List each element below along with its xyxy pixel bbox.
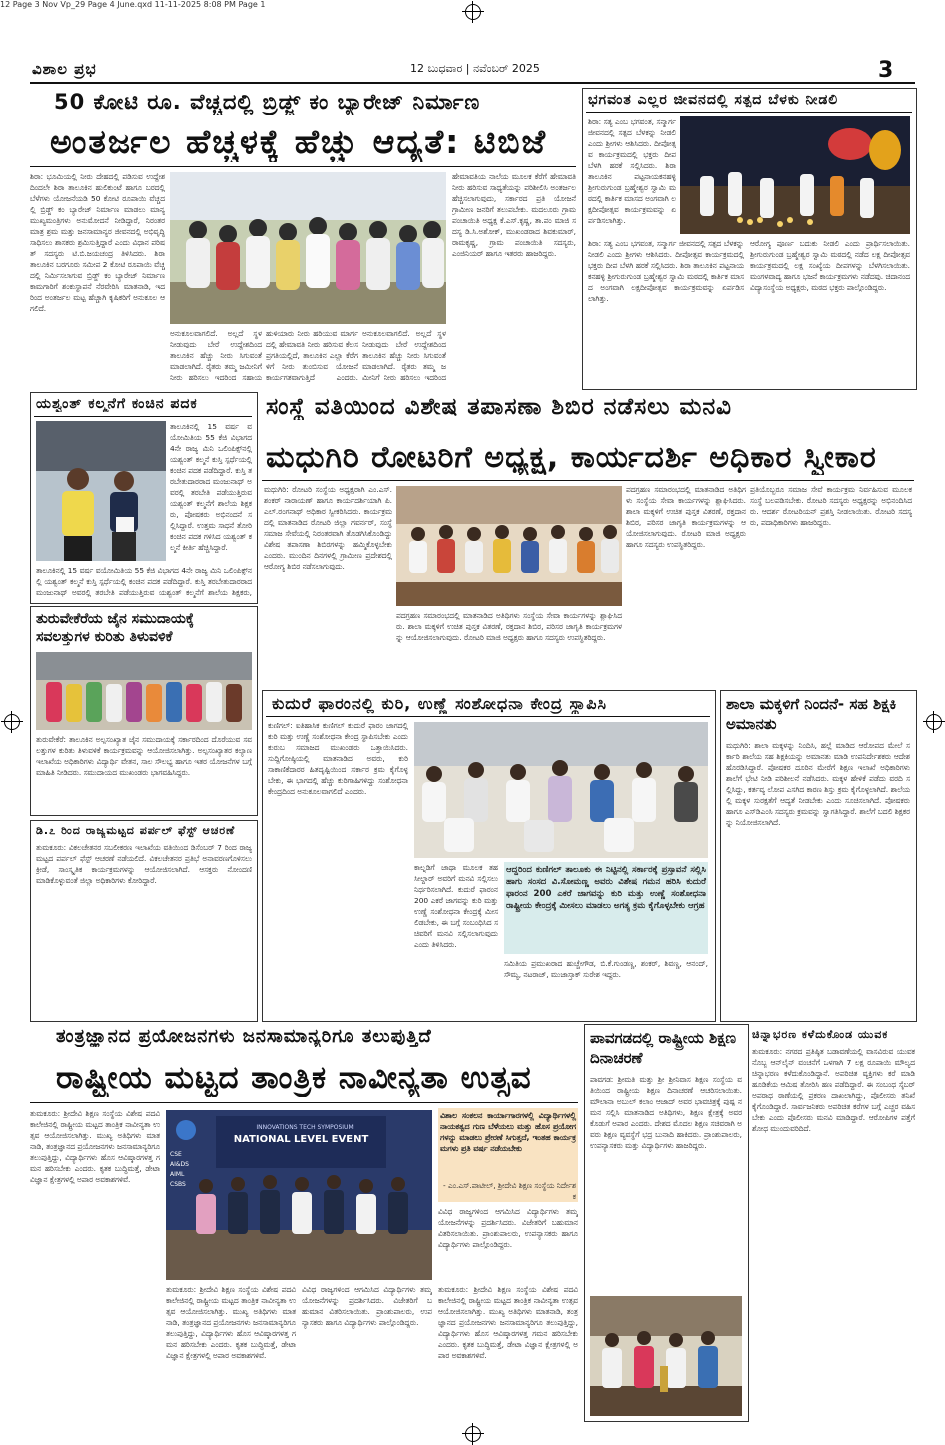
divider bbox=[34, 416, 252, 417]
story4-body-col3: ಪದಗ್ರಹಣ ಸಮಾರಂಭದಲ್ಲಿ ಮಾತನಾಡಿದ ಅತಿಥಿಗಳು ಸಂಸ್ಥೆಯ ಸೇವಾ ಕಾರ್ಯಗಳನ್ನು ಶ್ಲಾಘಿಸಿದರು. ಶಾಲಾ ಮಕ್ಕಳಿಗೆ ಉಚಿತ ಪುಸ್ತಕ ವಿತರಣೆ, ರಕ್ತದಾನ ಶಿಬಿರ, ಪರಿಸರ ಜಾಗೃತಿ ಕಾರ್ಯಕ್ರಮಗಳನ್ನು ಆಯೋಜಿಸಲಾಗುವುದು. ರೋಟರಿ ಮಾಜಿ ಅಧ್ಯಕ್ಷರು ಹಾಗೂ ಸದಸ್ಯರು ಉಪಸ್ಥಿತರಿದ್ದರು. bbox=[626, 485, 746, 549]
divider bbox=[30, 166, 576, 167]
divider bbox=[262, 480, 914, 481]
story1-body-col5: ಹೇಮಾವತಿಯ ನಾಲೆಯ ಮೂಲಕ ಕೆರೆಗೆ ಹೇಮಾವತಿ ನೀರು ಹರಿಸುವ ಸಾಧ್ಯತೆಯನ್ನು ಪರಿಶೀಲಿಸಿ ಅಂತರ್ಜಲ ಹೆಚ್ಚಿಸಲಾಗುವುದು, ಸರ್ಕಾರದ ಪ್ರತಿ ಯೋಜನೆ ಗ್ರಾಮೀಣ ಜನರಿಗೆ ತಲುಪಬೇಕು. ಮದಲೂರು ಗ್ರಾಮ ಪಂಚಾಯಿತಿ ಅಧ್ಯಕ್ಷ ಕೆ.ಎಸ್.ಕೃಷ್ಣ, ತಾ.ಪಂ ಮಾಜಿ ಸದಸ್ಯ ಡಿ.ಸಿ.ಅಶೋಕ್, ಮುಖಂಡರಾದ ಶಿವಕುಮಾರ್, ರಾಮಕೃಷ್ಣ, ಗ್ರಾಮ ಪಂಚಾಯಿತಿ ಸದಸ್ಯರು, ಎಂಜಿನಿಯರ್ ಹಾಗೂ ಇತರರು ಹಾಜರಿದ್ದರು. bbox=[452, 172, 576, 258]
story4-body-col1: ಮಧುಗಿರಿ: ರೋಟರಿ ಸಂಸ್ಥೆಯ ಅಧ್ಯಕ್ಷರಾಗಿ ಎಂ.ಎಸ್.ಶಂಕರ್ ನಾರಾಯಣ್ ಹಾಗೂ ಕಾರ್ಯದರ್ಶಿಯಾಗಿ ಪಿ.ಎಲ್.ರಂಗನಾಥ್ ಅಧಿಕಾರ ಸ್ವೀಕರಿಸಿದರು. ಕಾರ್ಯಕ್ರಮದಲ್ಲಿ ಮಾತನಾಡಿದ ರೋಟರಿ ಜಿಲ್ಲಾ ಗವರ್ನರ್, ಸಂಸ್ಥೆ ಸಮಾಜ ಸೇವೆಯಲ್ಲಿ ನಿರಂತರವಾಗಿ ತೊಡಗಿಸಿಕೊಂಡಿದ್ದು ವಿಶೇಷ ತಪಾಸಣಾ ಶಿಬಿರಗಳನ್ನು ಹಮ್ಮಿಕೊಳ್ಳಬೇಕು ಎಂದರು. ಮುಂದಿನ ದಿನಗಳಲ್ಲಿ ಗ್ರಾಮೀಣ ಪ್ರದೇಶದಲ್ಲಿ ಆರೋಗ್ಯ ಶಿಬಿರ ನಡೆಸಲಾಗುವುದು. bbox=[264, 485, 392, 571]
story6-body: ತುಮಕೂರು: ವಿಕಲಚೇತನರ ಸಬಲೀಕರಣ ಇಲಾಖೆಯ ವತಿಯಿಂದ ಡಿಸೆಂಬರ್ 7 ರಿಂದ ರಾಜ್ಯಮಟ್ಟದ ಪರ್ಪಲ್ ಫೆಸ್ಟ್ ಆಚರಣೆ ನಡೆಯಲಿದೆ. ವಿಕಲಚೇತನರ ಪ್ರತಿಭೆ ಅನಾವರಣಗೊಳಿಸಲು ಕ್ರೀಡೆ, ಸಾಂಸ್ಕೃತಿಕ ಕಾರ್ಯಕ್ರಮಗಳನ್ನು ಆಯೋಜಿಸಲಾಗಿದೆ. ಆಸಕ್ತರು ನೋಂದಣಿ ಮಾಡಿಕೊಳ್ಳುವಂತೆ ಜಿಲ್ಲಾ ಅಧಿಕಾರಿಗಳು ಕೋರಿದ್ದಾರೆ. bbox=[36, 843, 252, 885]
banner-title: NATIONAL LEVEL EVENT bbox=[233, 1134, 369, 1145]
story7-headline: ಕುದುರೆ ಫಾರಂನಲ್ಲಿ ಕುರಿ, ಉಣ್ಣೆ ಸಂಶೋಧನಾ ಕೇಂದ್ರ ಸ್ಥಾಪಿಸಿ bbox=[272, 694, 607, 713]
story1-headline: ಅಂತರ್ಜಲ ಹೆಚ್ಚಳಕ್ಕೆ ಹೆಚ್ಚು ಆದ್ಯತೆ: ಟಿಬಿಜೆ bbox=[50, 122, 548, 161]
story7-photo bbox=[414, 722, 708, 858]
story2-photo bbox=[680, 116, 910, 234]
story3-body-col2: ತಾಲೂಕಿನಲ್ಲಿ 15 ವರ್ಷ ವಯೋಮಿತಿಯ 55 ಕೆಜಿ ವಿಭಾಗದ 4ನೇ ರಾಜ್ಯ ಮಿನಿ ಒಲಿಂಪಿಕ್ಸ್‌ನಲ್ಲಿ ಯಶ್ವಂತ್ ಕಲ್ಮನೆ ಕುಸ್ತಿ ಸ್ಪರ್ಧೆಯಲ್ಲಿ ಕಂಚಿನ ಪದಕ ಪಡೆದಿದ್ದಾರೆ. ಕುಸ್ತಿ ತರಬೇತುದಾರರಾದ ಮಂಜುನಾಥ್ ಅವರಲ್ಲಿ ತರಬೇತಿ ಪಡೆಯುತ್ತಿರುವ ಯಶ್ವಂತ್ ಕಲ್ಮನೆಗೆ ಶಾಲೆಯ ಶಿಕ್ಷಕರು, bbox=[36, 566, 252, 597]
divider bbox=[266, 716, 710, 717]
badge: CSE bbox=[170, 1151, 182, 1158]
banner-subtitle: INNOVATIONS TECH SYMPOSIUM bbox=[256, 1124, 354, 1131]
story9-quote-by: - ಎಂ.ಎಸ್.ಪಾಟೀಲ್, ಶ್ರೀದೇವಿ ಶಿಕ್ಷಣ ಸಂಸ್ಥೆಯ ನಿರ್ದೇಶಕ bbox=[438, 1178, 578, 1202]
page-number: 3 bbox=[878, 58, 894, 83]
story6-headline: ಡಿ.೭ ರಿಂದ ರಾಜ್ಯಮಟ್ಟದ ಪರ್ಪಲ್ ಫೆಸ್ಟ್ ಆಚರಣೆ bbox=[36, 824, 236, 837]
crop-mark bbox=[926, 714, 942, 730]
story5-body: ತುರುವೇಕೆರೆ: ತಾಲೂಕಿನ ಅಲ್ಪಸಂಖ್ಯಾತ ಜೈನ ಸಮುದಾಯಕ್ಕೆ ಸರ್ಕಾರದಿಂದ ದೊರೆಯುವ ಸವಲತ್ತುಗಳ ಕುರಿತು ತಿಳುವಳಿಕೆ ಕಾರ್ಯಕ್ರಮವನ್ನು ಆಯೋಜಿಸಲಾಗಿತ್ತು. ಅಲ್ಪಸಂಖ್ಯಾತರ ಕಲ್ಯಾಣ ಇಲಾಖೆಯ ಅಧಿಕಾರಿಗಳು ವಿದ್ಯಾರ್ಥಿ ವೇತನ, ಸಾಲ ಸೌಲಭ್ಯ ಹಾಗೂ ಇತರ ಯೋಜನೆಗಳ ಬಗ್ಗೆ ಮಾಹಿತಿ ನೀಡಿದರು. ಸಮುದಾಯದ ಮುಖಂಡರು ಭಾಗವಹಿಸಿದ್ದರು. bbox=[36, 735, 252, 777]
story9-headline-1: ತಂತ್ರಜ್ಞಾನದ ಪ್ರಯೋಜನಗಳು ಜನಸಾಮಾನ್ಯರಿಗೂ ತಲುಪುತ್ತಿದೆ bbox=[56, 1026, 432, 1047]
story1-kicker: 50 ಕೋಟಿ ರೂ. ವೆಚ್ಚದಲ್ಲಿ ಬ್ರಿಡ್ಜ್ ಕಂ ಬ್ಯಾರೇಜ್ ನಿರ್ಮಾಣ bbox=[54, 90, 481, 114]
story7-body-col1: ಕುಣಿಗಲ್: ಐತಿಹಾಸಿಕ ಕುಣಿಗಲ್ ಕುದುರೆ ಫಾರಂ ಜಾಗದಲ್ಲಿ ಕುರಿ ಮತ್ತು ಉಣ್ಣೆ ಸಂಶೋಧನಾ ಕೇಂದ್ರ ಸ್ಥಾಪಿಸಬೇಕು ಎಂದು ಕುರುಬ ಸಮಾಜದ ಮುಖಂಡರು ಒತ್ತಾಯಿಸಿದರು. ಸುದ್ದಿಗೋಷ್ಠಿಯಲ್ಲಿ ಮಾತನಾಡಿದ ಅವರು, ಕುರಿ ಸಾಕಾಣಿಕೆದಾರರ ಹಿತದೃಷ್ಟಿಯಿಂದ ಸರ್ಕಾರ ಕ್ರಮ ಕೈಗೊಳ್ಳಬೇಕು, ಈ ಭಾಗದಲ್ಲಿ ಹೆಚ್ಚು ಕುರಿಗಾಹಿಗಳಿದ್ದು ಸಂಶೋಧನಾ ಕೇಂದ್ರದಿಂದ ಅನುಕೂಲವಾಗಲಿದೆ ಎಂದರು. bbox=[268, 721, 408, 796]
story5-photo bbox=[36, 652, 252, 730]
story3-body-col1: ತಾಲೂಕಿನಲ್ಲಿ 15 ವರ್ಷ ವಯೋಮಿತಿಯ 55 ಕೆಜಿ ವಿಭಾಗದ 4ನೇ ರಾಜ್ಯ ಮಿನಿ ಒಲಿಂಪಿಕ್ಸ್‌ನಲ್ಲಿ ಯಶ್ವಂತ್ ಕಲ್ಮನೆ ಕುಸ್ತಿ ಸ್ಪರ್ಧೆಯಲ್ಲಿ ಕಂಚಿನ ಪದಕ ಪಡೆದಿದ್ದಾರೆ. ಕುಸ್ತಿ ತರಬೇತುದಾರರಾದ ಮಂಜುನಾಥ್ ಅವರಲ್ಲಿ ತರಬೇತಿ ಪಡೆಯುತ್ತಿರುವ ಯಶ್ವಂತ್ ಕಲ್ಮನೆಗೆ ಶಾಲೆಯ ಶಿಕ್ಷಕರು, ಪೋಷಕರು ಅಭಿನಂದನೆ ಸಲ್ಲಿಸಿದ್ದಾರೆ. ಉತ್ತಮ ಸಾಧನೆ ತೋರಿ ಕಂಚಿನ ಪದಕ ಗಳಿಸಿದ ಯಶ್ವಂತ್ ಕಲ್ಮನೆ ಕೀರ್ತಿ ಹೆಚ್ಚಿಸಿದ್ದಾರೆ. bbox=[170, 422, 252, 552]
story7-body-col2: ಕಾಲ್ನಡಿಗೆ ಜಾಥಾ ಮೂಲಕ ತಹಸೀಲ್ದಾರ್ ಅವರಿಗೆ ಮನವಿ ಸಲ್ಲಿಸಲು ನಿರ್ಧರಿಸಲಾಗಿದೆ. ಕುದುರೆ ಫಾರಂನ 200 ಎಕರೆ ಜಾಗವನ್ನು ಕುರಿ ಮತ್ತು ಉಣ್ಣೆ ಸಂಶೋಧನಾ ಕೇಂದ್ರಕ್ಕೆ ಮೀಸಲಿಡಬೇಕು, ಈ ಬಗ್ಗೆ ಸಂಬಂಧಿಸಿದ ಸಚಿವರಿಗೆ ಮನವಿ ಸಲ್ಲಿಸಲಾಗುವುದು ಎಂದು ತಿಳಿಸಿದರು. bbox=[414, 863, 498, 949]
story1-photo bbox=[170, 172, 446, 324]
story1-body-col2: ಅನುಕೂಲವಾಗಲಿದೆ. ಅಲ್ಲದೆ ಸ್ಥಳ ನೀಡುವುದು ಬೇರೆ ಉದ್ದೇಶದಿಂದ ತಾಲೂಕಿನ ಹೆಚ್ಚು ನೀರು ಸಿಗುವಂತೆ ಮಾಡಲಾಗಿದೆ. ರೈತರು ತಮ್ಮ ಜಮೀನಿಗೆ ನೀರು ಹರಿಸಲು ಇದರಿಂದ ಸಹಾಯ bbox=[170, 329, 262, 382]
story4-body-col4: ಪ್ರತಿಯೊಬ್ಬರೂ ಸಮಾಜ ಸೇವೆ ಕಾರ್ಯಕ್ರಮ ನಿರ್ವಹಿಸುವ ಮೂಲಕ ಸಂಸ್ಥೆ ಬಲಪಡಿಸಬೇಕು. ರೋಟರಿ ಸದಸ್ಯರು ಅಧ್ಯಕ್ಷರನ್ನು ಅಭಿನಂದಿಸಿದರು. ಆದರ್ಶ ರೋಟರಿಯನ್ ಪ್ರಶಸ್ತಿ ನೀಡಲಾಯಿತು. ರೋಟರಿ ಸದಸ್ಯರು, ಪದಾಧಿಕಾರಿಗಳು ಹಾಜರಿದ್ದರು. bbox=[750, 485, 912, 527]
story8-body: ಮಧುಗಿರಿ: ಶಾಲಾ ಮಕ್ಕಳನ್ನು ನಿಂದಿಸಿ, ಹಲ್ಲೆ ಮಾಡಿದ ಆರೋಪದ ಮೇಲೆ ಸರ್ಕಾರಿ ಶಾಲೆಯ ಸಹ ಶಿಕ್ಷಕಿಯನ್ನು ಅಮಾನತು ಮಾಡಿ ಉಪನಿರ್ದೇಶಕರು ಆದೇಶ ಹೊರಡಿಸಿದ್ದಾರೆ. ಪೋಷಕರ ದೂರಿನ ಮೇರೆಗೆ ಶಿಕ್ಷಣ ಇಲಾಖೆ ಅಧಿಕಾರಿಗಳು ಶಾಲೆಗೆ ಭೇಟಿ ನೀಡಿ ಪರಿಶೀಲನೆ ನಡೆಸಿದರು. ಮಕ್ಕಳ ಹೇಳಿಕೆ ಪಡೆದು ವರದಿ ಸಲ್ಲಿಸಿದ್ದು, ಕರ್ತವ್ಯ ಲೋಪ ಎಸಗಿದ ಕಾರಣ ಶಿಸ್ತು ಕ್ರಮ ಕೈಗೊಳ್ಳಲಾಗಿದೆ. ಶಾಲೆಯಲ್ಲಿ ಮಕ್ಕಳ ಸುರಕ್ಷತೆಗೆ ಆದ್ಯತೆ ನೀಡಬೇಕು ಎಂದು ಸೂಚಿಸಲಾಗಿದೆ. ಪೋಷಕರು ಹಾಗೂ ಎಸ್‌ಡಿಎಂಸಿ ಸದಸ್ಯರು ಕ್ರಮವನ್ನು ಸ್ವಾಗತಿಸಿದ್ದಾರೆ. ಶಾಲೆಗೆ ಬದಲಿ ಶಿಕ್ಷಕರನ್ನು ನಿಯೋಜಿಸಲಾಗಿದೆ. bbox=[726, 741, 910, 827]
story9-body-col3: ತುಮಕೂರು: ಶ್ರೀದೇವಿ ಶಿಕ್ಷಣ ಸಂಸ್ಥೆಯ ವಿಶೇಷ ಪದವಿ ಕಾಲೇಜಿನಲ್ಲಿ ರಾಷ್ಟ್ರೀಯ ಮಟ್ಟದ ತಾಂತ್ರಿಕ ನಾವೀನ್ಯತಾ ಉತ್ಸವ ಆಯೋಜಿಸಲಾಗಿತ್ತು. ಮುಖ್ಯ ಅತಿಥಿಗಳು ಮಾತನಾಡಿ, ತಂತ್ರಜ್ಞಾನದ ಪ್ರಯೋಜನಗಳು ಜನಸಾಮಾನ್ಯರಿಗೂ ತಲುಪುತ್ತಿದ್ದು, ವಿದ್ಯಾರ್ಥಿಗಳು ಹೊಸ ಆವಿಷ್ಕಾರಗಳತ್ತ ಗಮನ ಹರಿಸಬೇಕು ಎಂದರು. ಕೃತಕ ಬುದ್ಧಿಮತ್ತೆ, ಡೇಟಾ ವಿಜ್ಞಾನ ಕ್ಷೇತ್ರಗಳಲ್ಲಿ ಅಪಾರ ಅವಕಾಶಗಳಿವೆ. bbox=[166, 1285, 296, 1360]
story5-headline: ತುರುವೇಕೆರೆಯ ಜೈನ ಸಮುದಾಯಕ್ಕೆ ಸವಲತ್ತುಗಳ ಕುರಿತು ತಿಳುವಳಿಕೆ bbox=[36, 611, 195, 645]
story9-quote: ವಿಶಾಲ ಸಂಕಲನ ಕಾರ್ಯಾಗಾರಗಳಲ್ಲಿ ವಿದ್ಯಾರ್ಥಿಗಳಲ್ಲಿ ನಾಯಕತ್ವದ ಗುಣ ಬೆಳೆಯಲು ಮತ್ತು ಹೊಸ ಪ್ರಯೋಗಗಳನ್ನು ಮಾಡಲು ಪ್ರೇರಣೆ ಸಿಗುತ್ತದೆ, ಇಂತಹ ಕಾರ್ಯಕ್ರಮಗಳು ಪ್ರತಿ ವರ್ಷ ನಡೆಯಬೇಕು bbox=[438, 1108, 578, 1178]
banner-badges bbox=[170, 1150, 189, 1190]
story11-headline: ಚಿನ್ನಾಭರಣ ಕಳೆದುಕೊಂಡ ಯುವಕ bbox=[752, 1028, 889, 1041]
print-slug: 12 Page 3 Nov Vp_29 Page 4 June.qxd 11-11-2025 8:08 PM Page 1 bbox=[0, 0, 266, 9]
story4-body-col2: ಪದಗ್ರಹಣ ಸಮಾರಂಭದಲ್ಲಿ ಮಾತನಾಡಿದ ಅತಿಥಿಗಳು ಸಂಸ್ಥೆಯ ಸೇವಾ ಕಾರ್ಯಗಳನ್ನು ಶ್ಲಾಘಿಸಿದರು. ಶಾಲಾ ಮಕ್ಕಳಿಗೆ ಉಚಿತ ಪುಸ್ತಕ ವಿತರಣೆ, ರಕ್ತದಾನ ಶಿಬಿರ, ಪರಿಸರ ಜಾಗೃತಿ ಕಾರ್ಯಕ್ರಮಗಳನ್ನು ಆಯೋಜಿಸಲಾಗುವುದು. ರೋಟರಿ ಮಾಜಿ ಅಧ್ಯಕ್ಷರು ಹಾಗೂ ಸದಸ್ಯರು ಉಪಸ್ಥಿತರಿದ್ದರು. bbox=[396, 611, 622, 642]
story7-pull-quote: ಆದ್ದರಿಂದ ಕುಣಿಗಲ್ ತಾಲೂಕು ಈ ನಿಟ್ಟಿನಲ್ಲಿ ಸರ್ಕಾರಕ್ಕೆ ಪ್ರಸ್ತಾವನೆ ಸಲ್ಲಿಸಿ ಹಾಗು ಸಂಸದ ವಿ.ಸೋಮಣ್ಣ ಅವರು ವಿಶೇಷ ಗಮನ ಹರಿಸಿ ಕುದುರೆ ಫಾರಂನ 200 ಎಕರೆ ಜಾಗವನ್ನು ಕುರಿ ಮತ್ತು ಉಣ್ಣೆ ಸಂಶೋಧನಾ ರಾಷ್ಟ್ರೀಯ ಕೇಂದ್ರಕ್ಕೆ ಮೀಸಲು ಮಾಡಲು ಅಗತ್ಯ ಕ್ರಮ ಕೈಗೊಳ್ಳಬೇಕು ಆಗ್ರಹ bbox=[504, 862, 708, 954]
story2-body-col1: ಶಿರಾ: ಸತ್ಯ ಎಂಬ ಭಗವಂತ, ಸನ್ಮಾರ್ಗ ಜೀವನದಲ್ಲಿ ಸತ್ಪದ ಬೆಳಕನ್ನು ನೀಡಲಿ ಎಂದು ಶ್ರೀಗಳು ಆಶಿಸಿದರು. ದೀಪೋತ್ಸವ ಕಾರ್ಯಕ್ರಮದಲ್ಲಿ ಭಕ್ತರು ದೀಪ ಬೆಳಗಿ ಹರಕೆ ಸಲ್ಲಿಸಿದರು. ಶಿರಾ ತಾಲೂಕಿನ ಪಟ್ಟನಾಯಕನಹಳ್ಳಿ ಶ್ರೀಗುರುಗುಂಡ ಬ್ರಹ್ಮೇಶ್ವರ ಸ್ವಾಮಿ ಮಠದಲ್ಲಿ ಕಾರ್ತಿಕ ಮಾಸದ ಅಂಗವಾಗಿ ಲಕ್ಷದೀಪೋತ್ಸವ ಕಾರ್ಯಕ್ರಮವನ್ನು ಏರ್ಪಡಿಸಲಾಗಿತ್ತು. bbox=[588, 117, 676, 225]
crop-mark bbox=[4, 714, 20, 730]
story4-photo bbox=[396, 486, 622, 606]
story7-caption: ಸಮಿತಿಯ ಪ್ರಮುಖರಾದ ಹುಚ್ಚೇಗೌಡ, ಬಿ.ಕೆ.ಗುಂಡಣ್ಣ, ಶಂಕರ್, ಶಿವಣ್ಣ, ಆನಂದ್, ಸೌಮ್ಯ, ನಟರಾಜ್, ಮುಜಾಸ್ತಾಕ್ ಸುರೇಶ ಇದ್ದರು. bbox=[504, 959, 708, 979]
badge: AIML bbox=[170, 1171, 185, 1178]
story3-photo bbox=[36, 421, 166, 561]
story10-body: ಪಾವಗಡ: ಶ್ರೀಮತಿ ಮತ್ತು ಶ್ರೀ ಶ್ರೀನಿವಾಸ ಶಿಕ್ಷಣ ಸಂಸ್ಥೆಯ ವತಿಯಿಂದ ರಾಷ್ಟ್ರೀಯ ಶಿಕ್ಷಣ ದಿನಾಚರಣೆ ಆಚರಿಸಲಾಯಿತು. ಮೌಲಾನಾ ಅಬುಲ್ ಕಲಾಂ ಆಜಾದ್ ಅವರ ಭಾವಚಿತ್ರಕ್ಕೆ ಪುಷ್ಪ ನಮನ ಸಲ್ಲಿಸಿ ಮಾತನಾಡಿದ ಅತಿಥಿಗಳು, ಶಿಕ್ಷಣ ಕ್ಷೇತ್ರಕ್ಕೆ ಅವರ ಕೊಡುಗೆ ಅಪಾರ ಎಂದರು. ದೇಶದ ಮೊದಲ ಶಿಕ್ಷಣ ಸಚಿವರಾಗಿ ಅವರು ಶಿಕ್ಷಣ ವ್ಯವಸ್ಥೆಗೆ ಭದ್ರ ಬುನಾದಿ ಹಾಕಿದರು. ಪ್ರಾಂಶುಪಾಲರು, ಉಪನ್ಯಾಸಕರು ಮತ್ತು ವಿದ್ಯಾರ್ಥಿಗಳು ಹಾಜರಿದ್ದರು. bbox=[590, 1075, 742, 1150]
story10-photo bbox=[590, 1296, 742, 1416]
crop-mark bbox=[465, 4, 481, 20]
badge: CSBS bbox=[170, 1181, 186, 1188]
story1-body-col4: ಅನುಕೂಲವಾಗಲಿದೆ. ಅಲ್ಲದೆ ಸ್ಥಳ ನೀಡುವುದು ಬೇರೆ ಉದ್ದೇಶದಿಂದ ತಾಲೂಕಿನ ಹೆಚ್ಚು ನೀರು ಸಿಗುವಂತೆ ಮಾಡಲಾಗಿದೆ. ರೈತರು ತಮ್ಮ ಜಮೀನಿಗೆ ನೀರು ಹರಿಸಲು ಇದರಿಂದ bbox=[362, 329, 446, 382]
story1-body-col3: ಹುಳಿಯಾರು ನೀರು ಹರಿಯುವ ಮಾರ್ಗದಲ್ಲಿ ಹೇಮಾವತಿ ನೀರು ಹರಿಸುವ ಕೆಲಸ ಪ್ರಗತಿಯಲ್ಲಿದೆ, ತಾಲೂಕಿನ ಎಲ್ಲಾ ಕೆರೆಗಳಿಗೆ ನೀರು ತುಂಬಿಸುವ ಯೋಜನೆ ಕಾರ್ಯಗತವಾಗುತ್ತಿದೆ ಎಂದರು. bbox=[266, 329, 358, 382]
story8-headline: ಶಾಲಾ ಮಕ್ಕಳಿಗೆ ನಿಂದನೆ- ಸಹ ಶಿಕ್ಷಕಿ ಅಮಾನತು bbox=[726, 695, 897, 733]
story1-body-col1: ಶಿರಾ: ಭೂಮಿಯಲ್ಲಿ ನೀರು ದೇಹದಲ್ಲಿ ಪಡಿಸುವ ಉದ್ದೇಶದಿಂದಲೇ ಶಿರಾ ತಾಲೂಕಿನ ಹುಲಿಕುಂಟೆ ಹಾಗೂ ಬರದಲ್ಲಿ ಬೆಳೆಗಳು ಯೋಜನೆಯಡಿ 50 ಕೋಟಿ ರೂಪಾಯಿ ವೆಚ್ಚದಲ್ಲಿ ಬ್ರಿಡ್ಜ್ ಕಂ ಬ್ಯಾರೇಜ್ ನಿರ್ಮಾಣ ಮಾಡಲು ಮಾನ್ಯ ಮುಖ್ಯಮಂತ್ರಿಗಳು ಅನುಮೋದನೆ ನೀಡಿದ್ದಾರೆ, ನಿರಂತರ ಮಾತ್ರ ಶ್ರಮ ಮತ್ತು ಜನಸಾಮಾನ್ಯರ ಜೀವನದಲ್ಲಿ ಅಭಿವೃದ್ಧಿ ಸಾಧಿಸಲು ಶಾಸಕರು ಶ್ರಮಿಸುತ್ತಿದ್ದಾರೆ ಎಂದು ವಿಧಾನ ಪರಿಷತ್ ಸದಸ್ಯರು ಟಿ.ಬಿ.ಜಯಚಂದ್ರ ತಿಳಿಸಿದರು. ಶಿರಾ ತಾಲೂಕಿನ ಬರಗೂರು ಸಮೀಪ 2 ಕೋಟಿ ರೂಪಾಯಿ ವೆಚ್ಚದಲ್ಲಿ ನಿರ್ಮಿಸಲಾಗುವ ಬ್ರಿಡ್ಜ್ ಕಂ ಬ್ಯಾರೇಜ್ ನಿರ್ಮಾಣ ಕಾಮಗಾರಿಗೆ ಶಂಕುಸ್ಥಾಪನೆ ನೆರವೇರಿಸಿ ಮಾತನಾಡಿ, ಇದರಿಂದ ಅಂತರ್ಜಲ ಮಟ್ಟ ಹೆಚ್ಚಾಗಿ ಕೃಷಿಕರಿಗೆ ಅನುಕೂಲ ಆಗಲಿದೆ. bbox=[30, 172, 165, 313]
divider bbox=[30, 1102, 578, 1103]
story9-body-col1: ತುಮಕೂರು: ಶ್ರೀದೇವಿ ಶಿಕ್ಷಣ ಸಂಸ್ಥೆಯ ವಿಶೇಷ ಪದವಿ ಕಾಲೇಜಿನಲ್ಲಿ ರಾಷ್ಟ್ರೀಯ ಮಟ್ಟದ ತಾಂತ್ರಿಕ ನಾವೀನ್ಯತಾ ಉತ್ಸವ ಆಯೋಜಿಸಲಾಗಿತ್ತು. ಮುಖ್ಯ ಅತಿಥಿಗಳು ಮಾತನಾಡಿ, ತಂತ್ರಜ್ಞಾನದ ಪ್ರಯೋಜನಗಳು ಜನಸಾಮಾನ್ಯರಿಗೂ ತಲುಪುತ್ತಿದ್ದು, ವಿದ್ಯಾರ್ಥಿಗಳು ಹೊಸ ಆವಿಷ್ಕಾರಗಳತ್ತ ಗಮನ ಹರಿಸಬೇಕು ಎಂದರು. ಕೃತಕ ಬುದ್ಧಿಮತ್ತೆ, ಡೇಟಾ ವಿಜ್ಞಾನ ಕ್ಷೇತ್ರಗಳಲ್ಲಿ ಅಪಾರ ಅವಕಾಶಗಳಿವೆ. bbox=[30, 1109, 160, 1184]
story10-headline: ಪಾವಗಡದಲ್ಲಿ ರಾಷ್ಟ್ರೀಯ ಶಿಕ್ಷಣ ದಿನಾಚರಣೆ bbox=[590, 1029, 737, 1067]
badge: AI&DS bbox=[170, 1161, 189, 1168]
story4-headline-2: ಮಧುಗಿರಿ ರೋಟರಿಗೆ ಅಧ್ಯಕ್ಷ, ಕಾರ್ಯದರ್ಶಿ ಅಧಿಕಾರ ಸ್ವೀಕಾರ bbox=[266, 440, 877, 475]
story9-body-col2: ವಿವಿಧ ರಾಜ್ಯಗಳಿಂದ ಆಗಮಿಸಿದ ವಿದ್ಯಾರ್ಥಿಗಳು ತಮ್ಮ ಯೋಜನೆಗಳನ್ನು ಪ್ರದರ್ಶಿಸಿದರು. ವಿಜೇತರಿಗೆ ಬಹುಮಾನ ವಿತರಿಸಲಾಯಿತು. ಪ್ರಾಂಶುಪಾಲರು, ಉಪನ್ಯಾಸಕರು ಹಾಗೂ ವಿದ್ಯಾರ್ಥಿಗಳು ಪಾಲ್ಗೊಂಡಿದ್ದರು. bbox=[438, 1207, 578, 1249]
story3-headline: ಯಶ್ವಂತ್ ಕಲ್ಮನೆಗೆ ಕಂಚಿನ ಪದಕ bbox=[36, 396, 198, 412]
masthead: ವಿಶಾಲ ಪ್ರಭ bbox=[32, 60, 97, 78]
story9-photo bbox=[166, 1110, 432, 1280]
story9-body-col4: ವಿವಿಧ ರಾಜ್ಯಗಳಿಂದ ಆಗಮಿಸಿದ ವಿದ್ಯಾರ್ಥಿಗಳು ತಮ್ಮ ಯೋಜನೆಗಳನ್ನು ಪ್ರದರ್ಶಿಸಿದರು. ವಿಜೇತರಿಗೆ ಬಹುಮಾನ ವಿತರಿಸಲಾಯಿತು. ಪ್ರಾಂಶುಪಾಲರು, ಉಪನ್ಯಾಸಕರು ಹಾಗೂ ವಿದ್ಯಾರ್ಥಿಗಳು ಪಾಲ್ಗೊಂಡಿದ್ದರು. bbox=[302, 1285, 432, 1327]
story2-body-col3: ಆರೋಗ್ಯ ಪೂರ್ಣ ಬದುಕು ನೀಡಲಿ ಎಂದು ಪ್ರಾರ್ಥಿಸಲಾಯಿತು. ಶ್ರೀಗುರುಗುಂಡ ಬ್ರಹ್ಮೇಶ್ವರ ಸ್ವಾಮಿ ಮಠದಲ್ಲಿ ನಡೆದ ಲಕ್ಷ ದೀಪೋತ್ಸವ ಕಾರ್ಯಕ್ರಮದಲ್ಲಿ ಲಕ್ಷ ಸಂಖ್ಯೆಯ ದೀಪಗಳನ್ನು ಬೆಳಗಿಸಲಾಯಿತು. ಮಂಗಳವಾದ್ಯ ಹಾಗೂ ಭಜನೆ ಕಾರ್ಯಕ್ರಮಗಳು ನಡೆದವು. ಚಿದಾನಂದ ವಿದ್ಯಾಸಂಸ್ಥೆಯ ಅಧ್ಯಕ್ಷರು, ಮಠದ ಭಕ್ತರು ಪಾಲ್ಗೊಂಡಿದ್ದರು. bbox=[750, 239, 910, 292]
dateline: 12 ಬುಧವಾರ | ನವೆಂಬರ್ 2025 bbox=[410, 62, 540, 75]
divider bbox=[586, 112, 912, 113]
crop-mark bbox=[465, 1426, 481, 1442]
story11-body: ತುಮಕೂರು: ನಗರದ ಪ್ರತಿಷ್ಠಿತ ಬಡಾವಣೆಯಲ್ಲಿ ವಾಸವಿರುವ ಯುವಕನೊಬ್ಬ ಆನ್‌ಲೈನ್ ವಂಚನೆಗೆ ಒಳಗಾಗಿ 7 ಲಕ್ಷ ರೂಪಾಯಿ ಮೌಲ್ಯದ ಚಿನ್ನಾಭರಣ ಕಳೆದುಕೊಂಡಿದ್ದಾನೆ. ಅಪರಿಚಿತ ವ್ಯಕ್ತಿಗಳು ಕರೆ ಮಾಡಿ ಹೂಡಿಕೆಯ ಆಮಿಷ ತೋರಿಸಿ ಹಣ ಪಡೆದಿದ್ದಾರೆ. ಈ ಸಂಬಂಧ ಸೈಬರ್ ಅಪರಾಧ ಠಾಣೆಯಲ್ಲಿ ಪ್ರಕರಣ ದಾಖಲಾಗಿದ್ದು, ಪೊಲೀಸರು ತನಿಖೆ ಕೈಗೊಂಡಿದ್ದಾರೆ. ಸಾರ್ವಜನಿಕರು ಅಪರಿಚಿತ ಕರೆಗಳ ಬಗ್ಗೆ ಎಚ್ಚರ ವಹಿಸಬೇಕು ಎಂದು ಪೊಲೀಸರು ಮನವಿ ಮಾಡಿದ್ದಾರೆ. ಆರೋಪಿಗಳ ಪತ್ತೆಗೆ ಶೋಧ ಮುಂದುವರಿದಿದೆ. bbox=[752, 1047, 915, 1133]
story9-headline-2: ರಾಷ್ಟ್ರೀಯ ಮಟ್ಟದ ತಾಂತ್ರಿಕ ನಾವೀನ್ಯತಾ ಉತ್ಸವ bbox=[56, 1060, 532, 1096]
story2-body-col2: ಶಿರಾ: ಸತ್ಯ ಎಂಬ ಭಗವಂತ, ಸನ್ಮಾರ್ಗ ಜೀವನದಲ್ಲಿ ಸತ್ಪದ ಬೆಳಕನ್ನು ನೀಡಲಿ ಎಂದು ಶ್ರೀಗಳು ಆಶಿಸಿದರು. ದೀಪೋತ್ಸವ ಕಾರ್ಯಕ್ರಮದಲ್ಲಿ ಭಕ್ತರು ದೀಪ ಬೆಳಗಿ ಹರಕೆ ಸಲ್ಲಿಸಿದರು. ಶಿರಾ ತಾಲೂಕಿನ ಪಟ್ಟನಾಯಕನಹಳ್ಳಿ ಶ್ರೀಗುರುಗುಂಡ ಬ್ರಹ್ಮೇಶ್ವರ ಸ್ವಾಮಿ ಮಠದಲ್ಲಿ ಕಾರ್ತಿಕ ಮಾಸದ ಅಂಗವಾಗಿ ಲಕ್ಷದೀಪೋತ್ಸವ ಕಾರ್ಯಕ್ರಮವನ್ನು ಏರ್ಪಡಿಸಲಾಗಿತ್ತು. bbox=[588, 239, 744, 303]
story4-headline-1: ಸಂಸ್ಥೆ ವತಿಯಿಂದ ವಿಶೇಷ ತಪಾಸಣಾ ಶಿಬಿರ ನಡೆಸಲು ಮನವಿ bbox=[266, 394, 732, 420]
story2-headline: ಭಗವಂತ ಎಲ್ಲರ ಜೀವನದಲ್ಲಿ ಸತ್ಪದ ಬೆಳಕು ನೀಡಲಿ bbox=[588, 92, 839, 108]
story9-body-col5: ತುಮಕೂರು: ಶ್ರೀದೇವಿ ಶಿಕ್ಷಣ ಸಂಸ್ಥೆಯ ವಿಶೇಷ ಪದವಿ ಕಾಲೇಜಿನಲ್ಲಿ ರಾಷ್ಟ್ರೀಯ ಮಟ್ಟದ ತಾಂತ್ರಿಕ ನಾವೀನ್ಯತಾ ಉತ್ಸವ ಆಯೋಜಿಸಲಾಗಿತ್ತು. ಮುಖ್ಯ ಅತಿಥಿಗಳು ಮಾತನಾಡಿ, ತಂತ್ರಜ್ಞಾನದ ಪ್ರಯೋಜನಗಳು ಜನಸಾಮಾನ್ಯರಿಗೂ ತಲುಪುತ್ತಿದ್ದು, ವಿದ್ಯಾರ್ಥಿಗಳು ಹೊಸ ಆವಿಷ್ಕಾರಗಳತ್ತ ಗಮನ ಹರಿಸಬೇಕು ಎಂದರು. ಕೃತಕ ಬುದ್ಧಿಮತ್ತೆ, ಡೇಟಾ ವಿಜ್ಞಾನ ಕ್ಷೇತ್ರಗಳಲ್ಲಿ ಅಪಾರ ಅವಕಾಶಗಳಿವೆ. bbox=[438, 1285, 578, 1360]
